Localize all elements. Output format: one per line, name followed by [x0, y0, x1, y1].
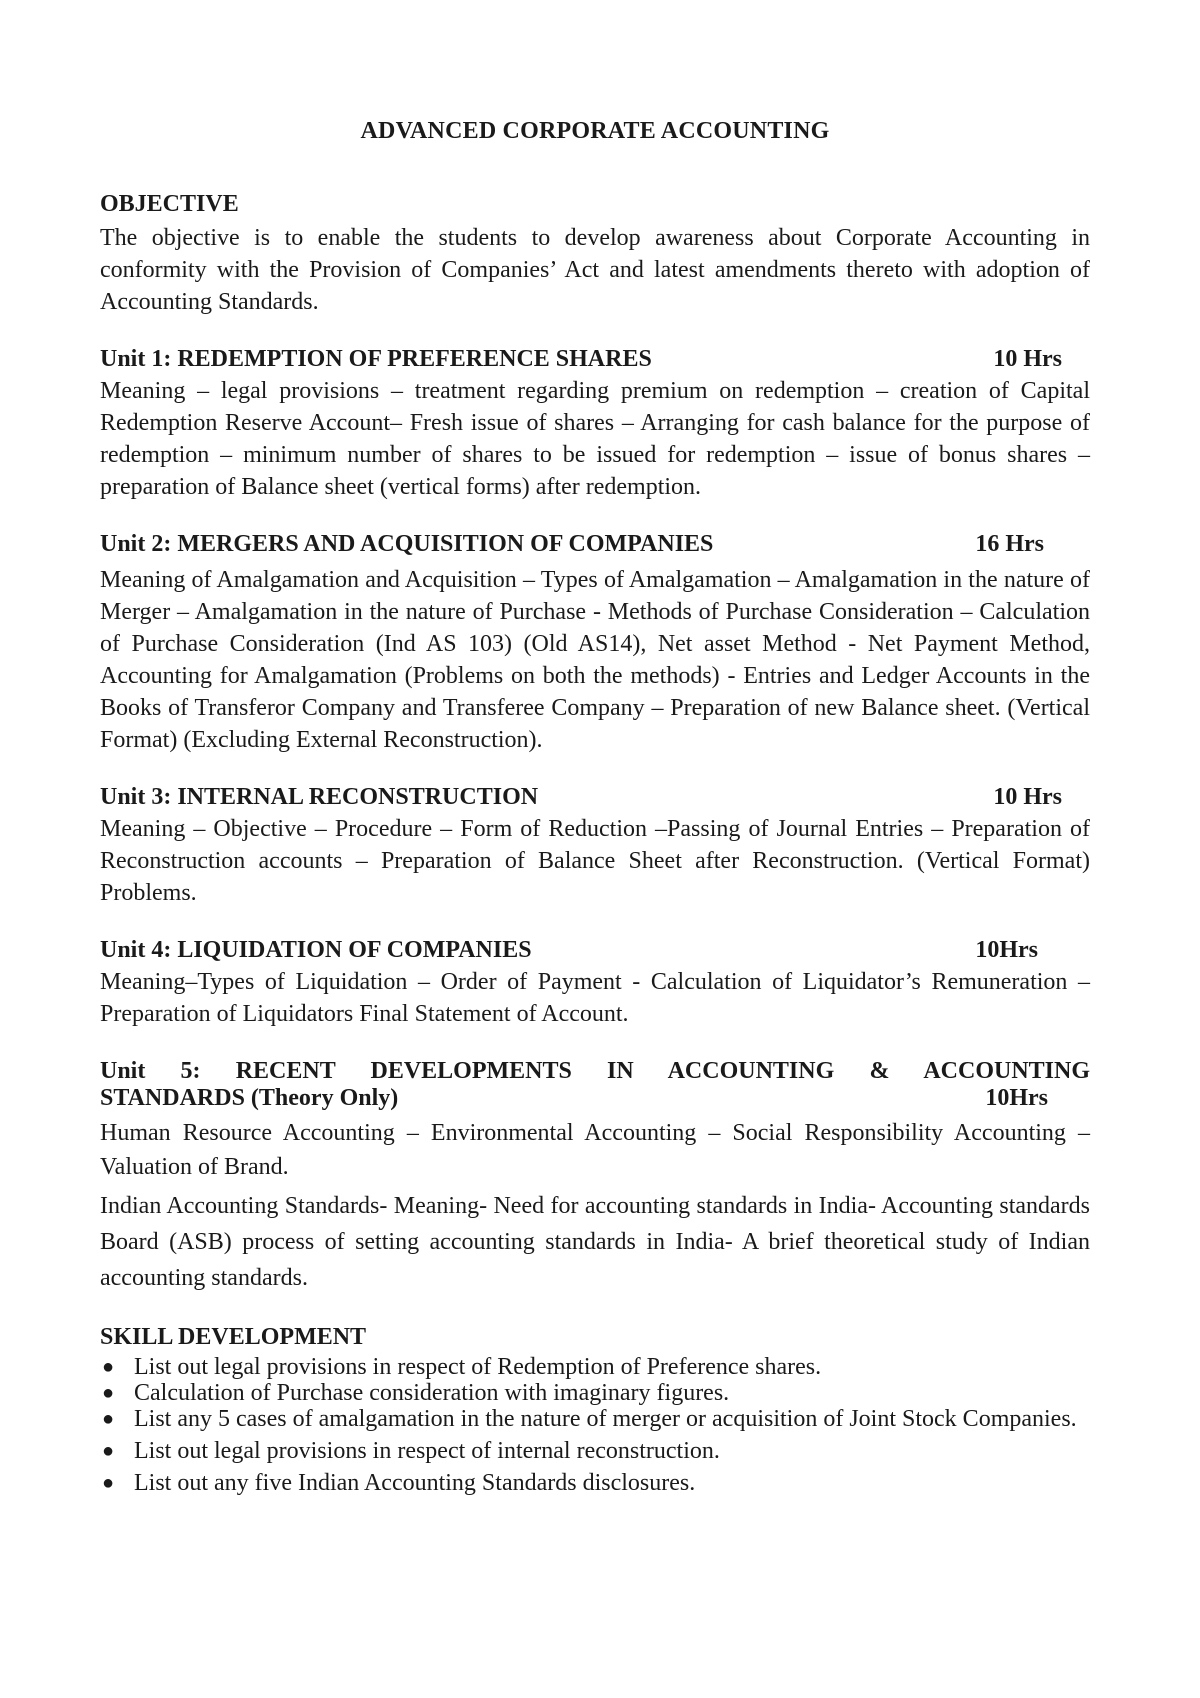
unit-5-heading-line2: STANDARDS (Theory Only) [100, 1085, 399, 1111]
page-title: ADVANCED CORPORATE ACCOUNTING [360, 118, 830, 144]
objective-text: The objective is to enable the students to develop awareness about Corporate Accounting in conformity with the Provision of Companies’ Act and latest amendments thereto with adoption of Accounting Standards. [100, 225, 1090, 315]
unit-3-section [100, 784, 1090, 909]
list-item: ● Calculation of Purchase consideration with imaginary figures. [102, 1380, 730, 1406]
list-item: ● List any 5 cases of amalgamation in the nature of merger or acquisition of Joint Stock Companies. [102, 1406, 1077, 1432]
objective-heading: OBJECTIVE [100, 191, 239, 217]
list-item: ● List out legal provisions in respect of Redemption of Preference shares. [102, 1354, 822, 1380]
unit-5-heading-line1: Unit 5: RECENT DEVELOPMENTS IN ACCOUNTING & ACCOUNTING [100, 1058, 1090, 1084]
unit-2-text: Meaning of Amalgamation and Acquisition – Types of Amalgamation – Amalgamation in the nature of Merger – Amalgamation in the nature of Purchase - Methods of Purchase Consideration – Calculation of Purchase Consideration (Ind AS 103) (Old AS14), Net asset Method - Net Payment Method, Accounting for Amalgamation (Problems on both the methods) - Entries and Ledger Accounts in the Books of Transferor Company and Transferee Company – Preparation of new Balance sheet. (Vertical Format) (Excluding External Reconstruction). [100, 567, 1090, 753]
skill-list [100, 1355, 1090, 1495]
list-item: ● List out any five Indian Accounting Standards disclosures. [102, 1470, 696, 1496]
unit-5-header [100, 1085, 1090, 1112]
unit-4-header [100, 937, 1090, 964]
unit-3-text: Meaning – Objective – Procedure – Form of Reduction –Passing of Journal Entries – Preparation of Reconstruction accounts – Preparation of Balance Sheet after Reconstruction. (Vertical Format) Problems. [100, 816, 1090, 906]
bullet-icon: ● [102, 1472, 115, 1494]
bullet-icon: ● [102, 1356, 115, 1378]
unit-4-section [100, 937, 1090, 1030]
unit-4-hours: 10Hrs [975, 937, 1038, 963]
skill-development-section [100, 1324, 1090, 1495]
unit-1-header [100, 346, 1090, 373]
unit-2-hours: 16 Hrs [975, 531, 1044, 557]
unit-1-section [100, 346, 1090, 503]
bullet-icon: ● [102, 1408, 115, 1430]
unit-2-header [100, 531, 1090, 558]
unit-3-header [100, 784, 1090, 811]
list-item: ● List out legal provisions in respect of internal reconstruction. [102, 1438, 720, 1464]
unit-5-text: Human Resource Accounting – Environmental Accounting – Social Responsibility Accounting – Valuation of Brand. [100, 1120, 1090, 1180]
unit-2-heading: Unit 2: MERGERS AND ACQUISITION OF COMPANIES [100, 531, 714, 557]
bullet-icon: ● [102, 1440, 115, 1462]
unit-5-text-2: Indian Accounting Standards- Meaning- Need for accounting standards in India- Accounting standards Board (ASB) process of setting accounting standards in India- A brief theoretical study of Indian accounting standards. [100, 1193, 1090, 1291]
unit-3-hours: 10 Hrs [993, 784, 1062, 810]
unit-2-section [100, 531, 1090, 756]
unit-5-section [100, 1058, 1090, 1296]
unit-1-heading: Unit 1: REDEMPTION OF PREFERENCE SHARES [100, 346, 652, 372]
unit-4-heading: Unit 4: LIQUIDATION OF COMPANIES [100, 937, 532, 963]
bullet-icon: ● [102, 1382, 115, 1404]
unit-3-heading: Unit 3: INTERNAL RECONSTRUCTION [100, 784, 539, 810]
unit-5-hours: 10Hrs [985, 1085, 1048, 1111]
unit-4-text: Meaning–Types of Liquidation – Order of Payment - Calculation of Liquidator’s Remuneration – Preparation of Liquidators Final Statement of Account. [100, 969, 1090, 1027]
unit-1-text: Meaning – legal provisions – treatment regarding premium on redemption – creation of Capital Redemption Reserve Account– Fresh issue of shares – Arranging for cash balance for the purpose of redemption – minimum number of shares to be issued for redemption – issue of bonus shares – preparation of Balance sheet (vertical forms) after redemption. [100, 378, 1090, 500]
skill-development-heading: SKILL DEVELOPMENT [100, 1324, 367, 1350]
unit-1-hours: 10 Hrs [993, 346, 1062, 372]
objective-section [100, 191, 1090, 318]
